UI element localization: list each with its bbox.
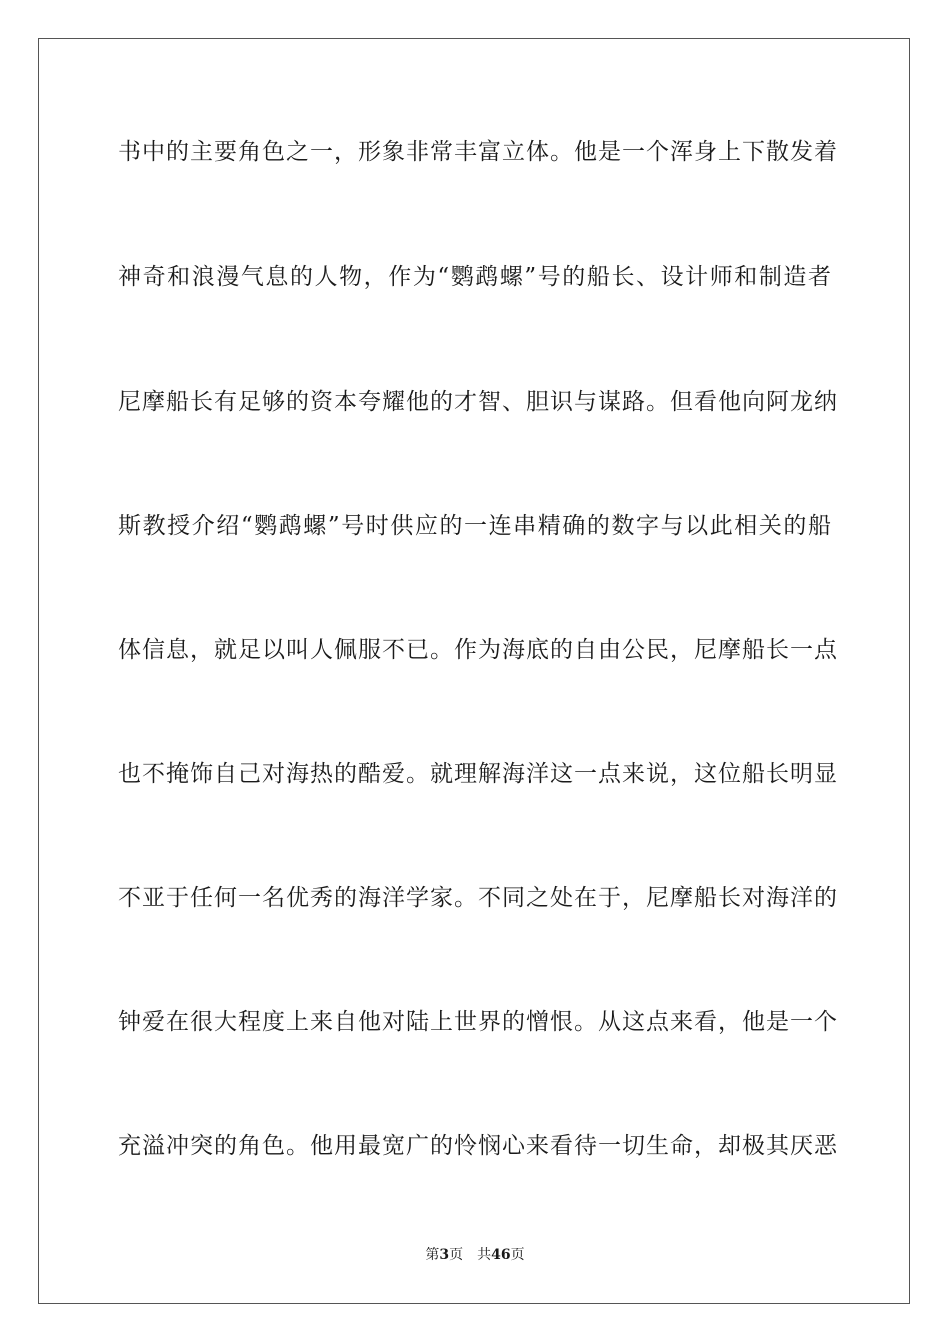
- body-text-line: 也不掩饰自己对海热的酷爱。就理解海洋这一点来说，这位船长明显: [118, 761, 838, 787]
- body-text-line: 斯教授介绍“鹦鹉螺”号时供应的一连串精确的数字与以此相关的船: [118, 513, 832, 539]
- page-number: 3: [439, 1247, 450, 1263]
- total-prefix: 共: [477, 1247, 492, 1263]
- body-text-line: 不亚于任何一名优秀的海洋学家。不同之处在于，尼摩船长对海洋的: [118, 885, 838, 911]
- body-text-line: 充溢冲突的角色。他用最宽广的怜悯心来看待一切生命，却极其厌恶: [118, 1133, 838, 1159]
- body-text-line: 尼摩船长有足够的资本夸耀他的才智、胆识与谋路。但看他向阿龙纳: [118, 389, 838, 415]
- body-text-line: 钟爱在很大程度上来自他对陆上世界的憎恨。从这点来看，他是一个: [118, 1009, 838, 1035]
- page-prefix: 第: [425, 1247, 440, 1263]
- body-text-line: 体信息，就足以叫人佩服不已。作为海底的自由公民，尼摩船长一点: [118, 637, 838, 663]
- page-suffix: 页: [449, 1247, 464, 1263]
- body-text-line: 神奇和浪漫气息的人物，作为“鹦鹉螺”号的船长、设计师和制造者: [118, 264, 832, 290]
- body-text-line: 书中的主要角色之一，形象非常丰富立体。他是一个浑身上下散发着: [118, 139, 838, 165]
- total-suffix: 页: [510, 1247, 525, 1263]
- page-footer: [0, 1245, 950, 1265]
- page-border: [38, 38, 910, 1304]
- total-pages: 46: [491, 1247, 511, 1263]
